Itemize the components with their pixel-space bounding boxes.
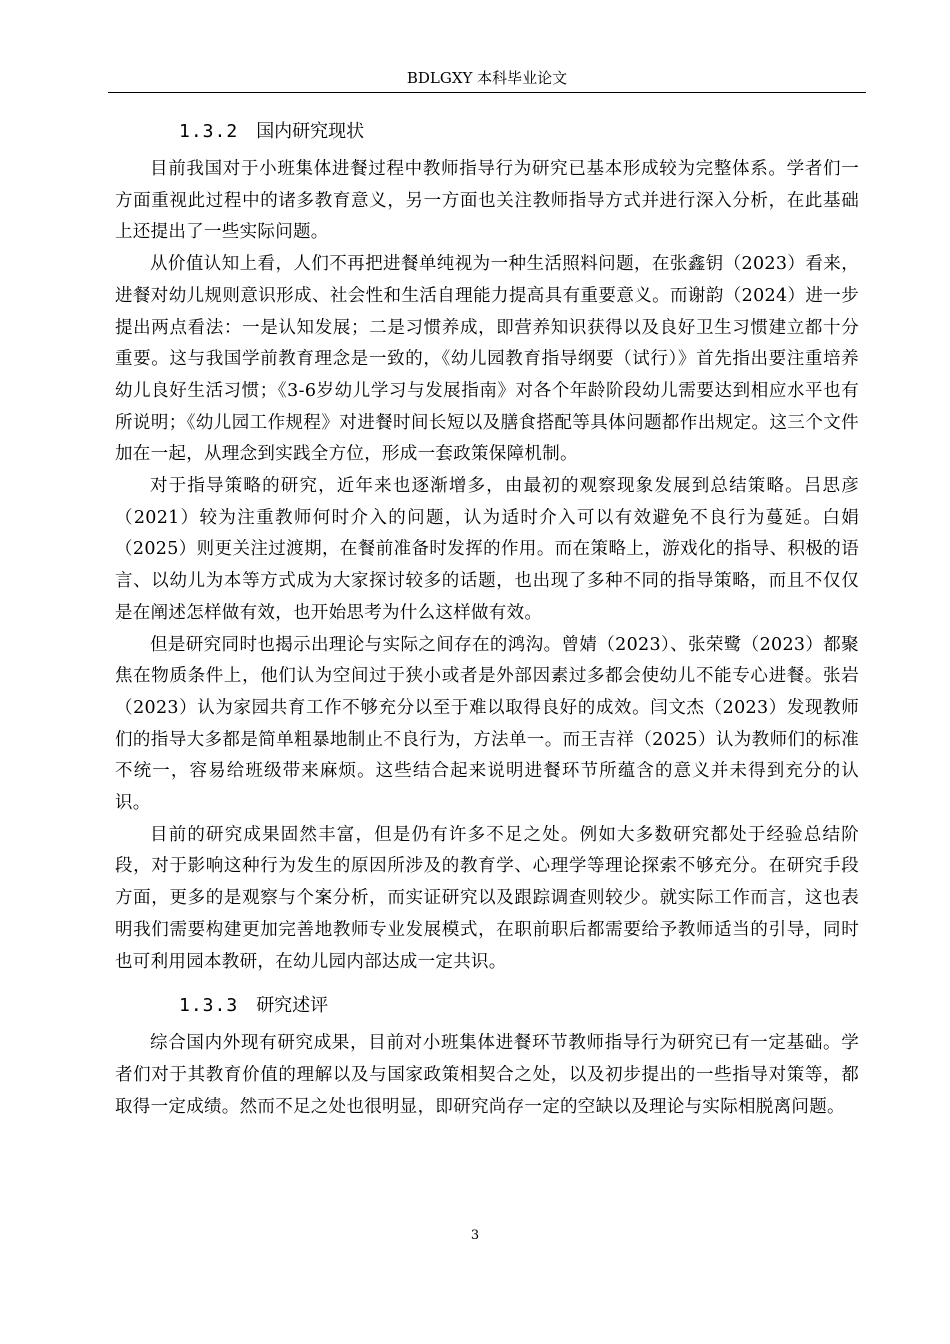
section-number: 1.3.3 <box>179 995 239 1017</box>
page-header-title: BDLGXY 本科毕业论文 <box>406 69 568 87</box>
paragraph: 目前的研究成果固然丰富，但是仍有许多不足之处。例如大多数研究都处于经验总结阶段，对于影响这种行为发生的原因所涉及的教育学、心理学等理论探索不够充分。在研究手段方面，更多的是观察与个案分析，而实证研究以及跟踪调查则较少。就实际工作而言，这也表明我们需要构建更加完善地教师专业发展模式，在职前职后都需要给予教师适当的引导，同时也可利用园本教研，在幼儿园内部达成一定共识。 <box>115 824 859 972</box>
section-heading-1-3-2 <box>115 110 859 154</box>
section-title: 研究述评 <box>256 995 329 1017</box>
paragraph: 对于指导策略的研究，近年来也逐渐增多，由最初的观察现象发展到总结策略。吕思彦（2021）较为注重教师何时介入的问题，认为适时介入可以有效避免不良行为蔓延。白娟（2025）则更关注过渡期，在餐前准备时发挥的作用。而在策略上，游戏化的指导、积极的语言、以幼儿为本等方式成为大家探讨较多的话题，也出现了多种不同的指导策略，而且不仅仅是在阐述怎样做有效，也开始思考为什么这样做有效。 <box>115 476 859 623</box>
section-title: 国内研究现状 <box>256 121 365 142</box>
paragraph: 但是研究同时也揭示出理论与实际之间存在的鸿沟。曾婧（2023）、张荣鹭（2023）都聚焦在物质条件上，他们认为空间过于狭小或者是外部因素过多都会使幼儿不能专心进餐。张岩（2023）认为家园共育工作不够充分以至于难以取得良好的成效。闫文杰（2023）发现教师们的指导大多都是简单粗暴地制止不良行为，方法单一。而王吉祥（2025）认为教师们的标准不统一，容易给班级带来麻烦。这些结合起来说明进餐环节所蕴含的意义并未得到充分的认识。 <box>115 634 859 814</box>
paragraph: 从价值认知上看，人们不再把进餐单纯视为一种生活照料问题，在张鑫钥（2023）看来，进餐对幼儿规则意识形成、社会性和生活自理能力提高具有重要意义。而谢韵（2024）进一步提出两点看法：一是认知发展；二是习惯养成，即营养知识获得以及良好卫生习惯建立都十分重要。这与我国学前教育理念是一致的，《幼儿园教育指导纲要（试行）》首先指出要注重培养幼儿良好生活习惯；《3-6岁幼儿学习与发展指南》对各个年龄阶段幼儿需要达到相应水平也有所说明；《幼儿园工作规程》对进餐时间长短以及膳食搭配等具体问题都作出规定。这三个文件加在一起，从理念到实践全方位，形成一套政策保障机制。 <box>115 254 859 465</box>
document-body <box>115 110 859 1123</box>
section-heading-1-3-3 <box>115 984 859 1028</box>
paragraph: 目前我国对于小班集体进餐过程中教师指导行为研究已基本形成较为完整体系。学者们一方面重视此过程中的诸多教育意义，另一方面也关注教师指导方式并进行深入分析，在此基础上还提出了一些实际问题。 <box>115 159 859 243</box>
page-number: 3 <box>470 1228 480 1243</box>
header-divider <box>108 92 866 93</box>
paragraph: 综合国内外现有研究成果，目前对小班集体进餐环节教师指导行为研究已有一定基础。学者们对于其教育价值的理解以及与国家政策相契合之处，以及初步提出的一些指导对策等，都取得一定成绩。然而不足之处也很明显，即研究尚存一定的空缺以及理论与实际相脱离问题。 <box>115 1033 859 1117</box>
section-number: 1.3.2 <box>179 121 239 142</box>
